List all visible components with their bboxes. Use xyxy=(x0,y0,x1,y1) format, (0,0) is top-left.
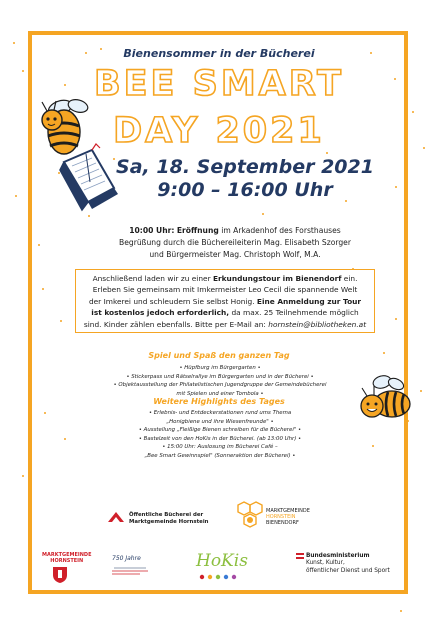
tour-line-2: Erleben Sie gemeinsam mit Imkermeister Leo Cecil die spannende Welt xyxy=(92,285,358,295)
contact-email-link[interactable]: hornstein@bibliotheken.at xyxy=(268,319,367,329)
hokis-dots-icon xyxy=(198,573,248,581)
list-item: „Bee Smart Gewinnspiel" (Sonneraktion der Bücherei) • xyxy=(144,452,296,459)
bienendorf-logo xyxy=(266,508,310,526)
list-item: • Stickerpass und Rätselrallye im Bürgergarten und in der Bücherei • xyxy=(126,373,314,380)
bienendorf-line-2: HORNSTEIN xyxy=(266,514,296,520)
tour-name: Erkundungstour im Bienendorf xyxy=(212,274,342,283)
municipality-logo xyxy=(42,552,92,564)
opening-location: im Arkadenhof des Forsthauses xyxy=(218,226,341,235)
ministry-line-1: Bundesministerium xyxy=(306,553,370,559)
opening-time: 10:00 Uhr: xyxy=(129,226,175,235)
section-heading-games: Spiel und Spaß den ganzen Tag xyxy=(148,351,290,360)
municipality-line-2: HORNSTEIN xyxy=(50,558,84,564)
ministry-line-2: Kunst, Kultur, xyxy=(306,560,345,567)
title-line-2: DAY 2021 xyxy=(113,111,325,151)
municipality-line-1: MARKTGEMEINDE xyxy=(42,552,92,558)
opening-greeting: Begrüßung durch die Büchereileiterin Mag. Elisabeth Szorger xyxy=(119,238,351,247)
hokis-logo: HoKis xyxy=(196,551,248,571)
tour-line-3a: der Imkerei und schleudern Sie selbst Honig. xyxy=(88,296,257,306)
anniversary-mark-icon xyxy=(110,565,150,577)
tour-info-box xyxy=(75,269,375,333)
library-name-2: Marktgemeinde Hornstein xyxy=(129,518,209,525)
event-time: 9:00 – 16:00 Uhr xyxy=(157,179,333,201)
list-item: • Hüpfburg im Bürgergarten • xyxy=(179,365,261,371)
highlights-list xyxy=(70,409,370,460)
event-subtitle: Bienensommer in der Bücherei xyxy=(123,47,315,60)
opening-event: Eröffnung xyxy=(176,226,219,235)
ministry-line-3: öffentlicher Dienst und Sport xyxy=(306,567,390,574)
list-item: • 15:00 Uhr: Auslosung im Bücherei Café – xyxy=(162,444,278,450)
games-list xyxy=(70,364,370,398)
bienendorf-line-3: BIENENDORF xyxy=(266,520,299,526)
tour-free: ist kostenlos jedoch erforderlich, xyxy=(91,308,230,318)
bee-head xyxy=(42,110,62,130)
list-item: • Bastelzeit von den HoKis in der Bücherei. (ab 13:00 Uhr) • xyxy=(138,435,302,442)
ministry-logo xyxy=(306,553,390,575)
opening-paragraph xyxy=(85,225,385,261)
event-date: Sa, 18. September 2021 xyxy=(116,156,374,178)
tour-contact: sind. Kinder zählen ebenfalls. Bitte per E-Mail an: xyxy=(83,319,269,329)
tour-registration: Eine Anmeldung zur Tour xyxy=(256,296,362,306)
library-logo xyxy=(129,512,209,526)
list-item: • Erlebnis- und Entdeckerstationen rund ums Thema xyxy=(148,410,292,416)
list-item: • Objektausstellung der Philatelistischen Jugendgruppe der Gemeindebücherei xyxy=(113,382,327,388)
austria-flag-icon xyxy=(296,553,304,559)
bienendorf-logo-icon xyxy=(236,500,264,530)
list-item: • Ausstellung „Fleißige Bienen schreiben für die Bücherei" • xyxy=(138,427,302,433)
section-heading-highlights: Weitere Highlights des Tages xyxy=(153,397,285,406)
bienendorf-line-1: MARKTGEMEINDE xyxy=(266,508,310,514)
anniversary-logo: 750 Jahre xyxy=(112,555,141,562)
library-name-1: Öffentliche Bücherei der xyxy=(129,512,204,518)
title-line-1: BEE SMART xyxy=(93,64,345,104)
library-logo-icon xyxy=(106,508,126,528)
tour-limit: da max. 25 Teilnehmende möglich xyxy=(229,308,359,318)
bee-illustration xyxy=(352,372,414,434)
tour-intro: Anschließend laden wir zu einer xyxy=(92,274,213,283)
opening-speakers: und Bürgermeister Mag. Christoph Wolf, M.A. xyxy=(149,250,321,259)
coat-of-arms-icon xyxy=(52,566,68,584)
tour-intro-end: ein. xyxy=(341,274,358,283)
list-item: mit Spielen und einer Tombola • xyxy=(176,390,264,397)
list-item: „Honigbiene und ihre Wiesenfreunde" • xyxy=(166,418,274,425)
